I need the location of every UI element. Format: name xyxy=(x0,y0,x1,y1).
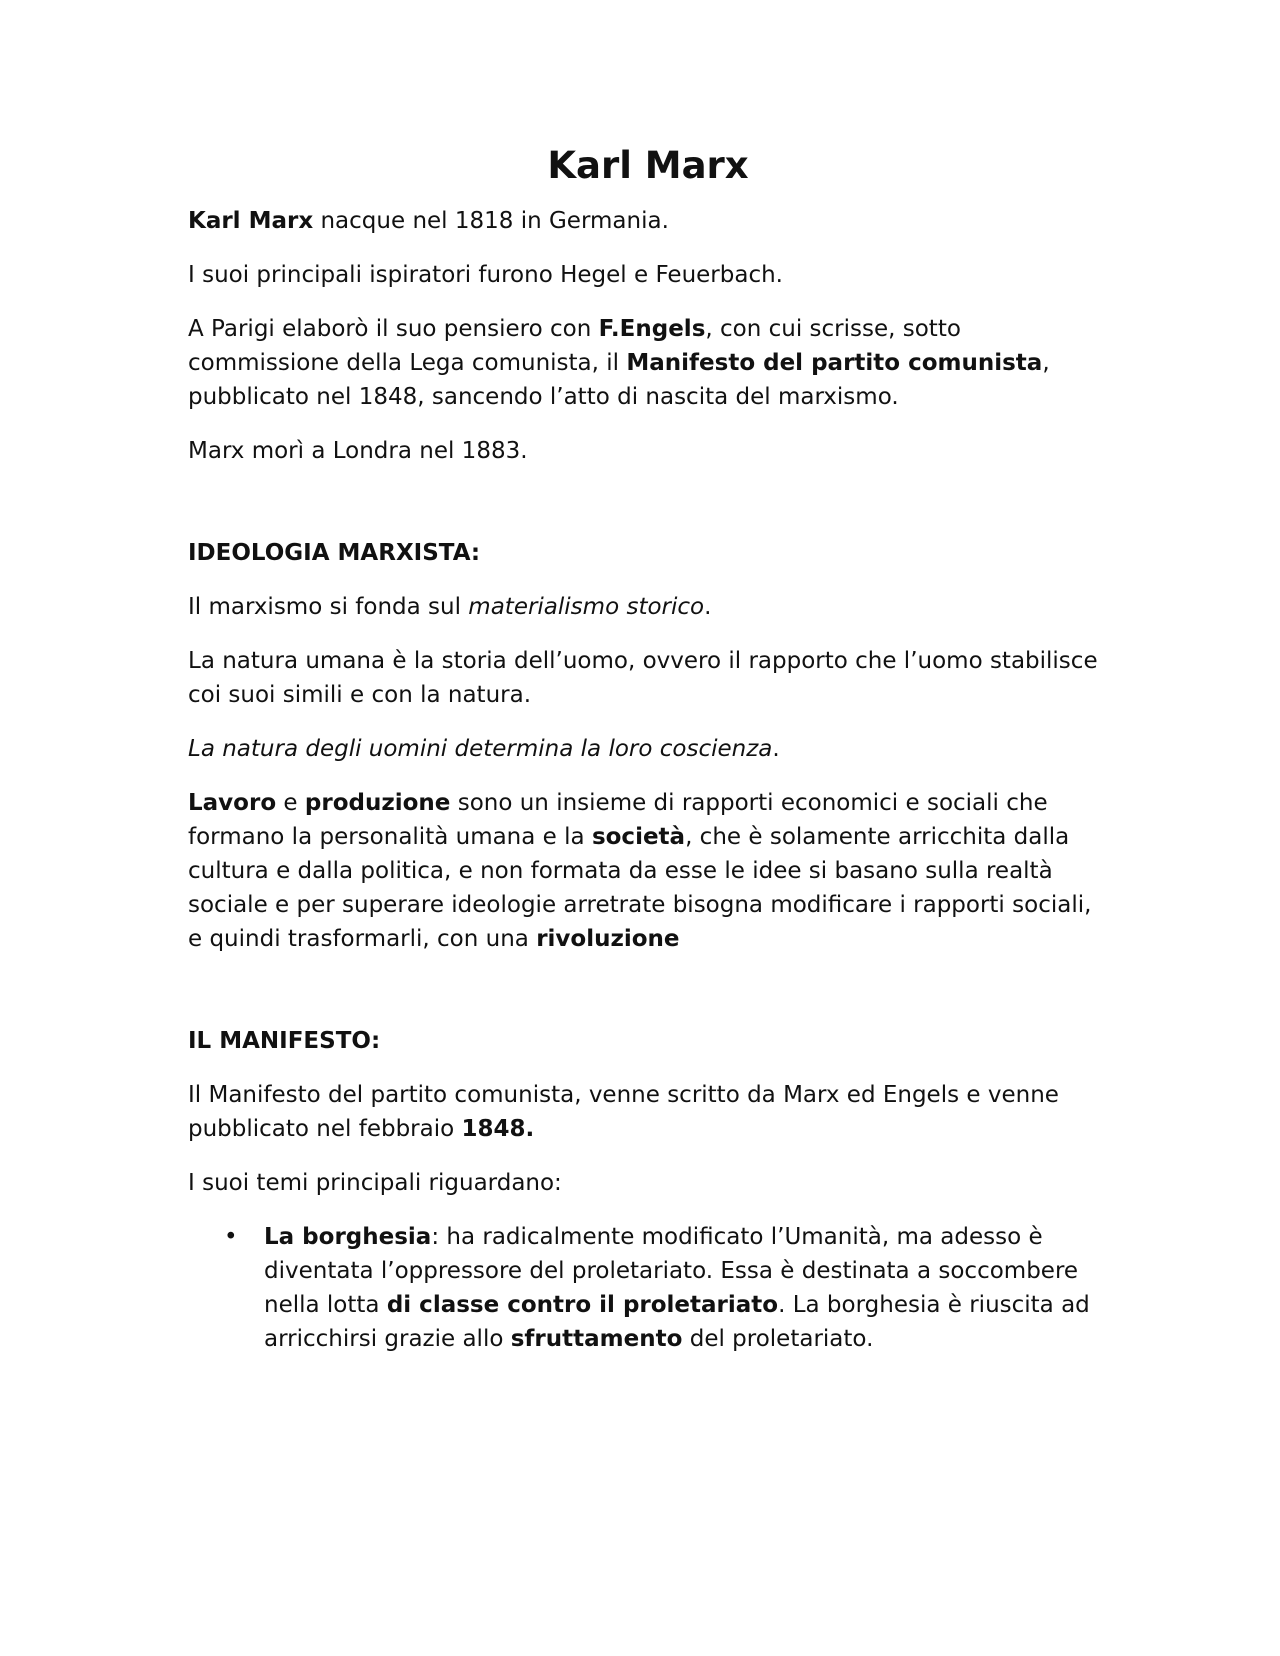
bold-manifesto: Manifesto del partito comunista xyxy=(626,350,1043,376)
birth-text: nacque nel 1818 in Germania. xyxy=(313,208,669,234)
intro-paragraph-birth xyxy=(188,204,1108,238)
manifesto-paragraph-themes: I suoi temi principali riguardano: xyxy=(188,1170,562,1196)
conscience-end: . xyxy=(772,736,780,762)
materialism-text-c: . xyxy=(704,594,712,620)
bold-borghesia: La borghesia xyxy=(264,1224,432,1250)
written-text-a: Il Manifesto del partito comunista, venne scritto da Marx ed Engels e venne pubblicato nel febbraio xyxy=(188,1082,1059,1142)
bold-rivoluzione: rivoluzione xyxy=(536,926,680,952)
ideologia-paragraph-nature: La natura umana è la storia dell’uomo, ovvero il rapporto che l’uomo stabilisce coi suoi simili e con la natura. xyxy=(188,648,1098,708)
paris-text-e: , pubblicato nel 1848, sancendo l’atto di nascita del marxismo. xyxy=(188,350,1050,410)
bold-lotta-classe: di classe contro il proletariato xyxy=(386,1292,779,1318)
work-text-b: e xyxy=(276,790,305,816)
document-title: Karl Marx xyxy=(547,144,749,187)
bold-produzione: produzione xyxy=(304,790,451,816)
work-text-f: , che è solamente arricchita dalla cultura e dalla politica, e non formata da esse le idee si basano sulla realtà sociale e per superare ideologie arretrate bisogna modificare i rapporti sociali, e quindi trasformarli, con una xyxy=(188,824,1092,952)
bold-lavoro: Lavoro xyxy=(188,790,277,816)
bold-societa: società xyxy=(591,824,686,850)
paris-text-c: , con cui scrisse, sotto commissione della Lega comunista, il xyxy=(188,316,961,376)
intro-paragraph-death: Marx morì a Londra nel 1883. xyxy=(188,438,528,464)
materialism-text-a: Il marxismo si fonda sul xyxy=(188,594,469,620)
borghesia-text-f: del proletariato. xyxy=(682,1326,874,1352)
intro-paragraph-paris xyxy=(188,312,1108,414)
ideologia-paragraph-conscience xyxy=(188,732,1108,766)
bold-1848: 1848. xyxy=(461,1116,535,1142)
heading-ideologia: IDEOLOGIA MARXISTA: xyxy=(188,540,481,566)
ideologia-paragraph-work xyxy=(188,786,1108,956)
italic-conscience: La natura degli uomini determina la loro coscienza xyxy=(188,736,773,762)
paris-text-a: A Parigi elaborò il suo pensiero con xyxy=(188,316,599,342)
themes-list xyxy=(188,1220,1108,1356)
bold-engels: F.Engels xyxy=(598,316,706,342)
bold-sfruttamento: sfruttamento xyxy=(510,1326,683,1352)
bullet-icon: • xyxy=(224,1224,238,1250)
manifesto-paragraph-written xyxy=(188,1078,1108,1146)
intro-paragraph-inspirers: I suoi principali ispiratori furono Hegel e Feuerbach. xyxy=(188,262,783,288)
ideologia-paragraph-materialism xyxy=(188,590,1108,624)
heading-manifesto: IL MANIFESTO: xyxy=(188,1028,381,1054)
italic-materialismo: materialismo storico xyxy=(468,594,705,620)
list-item xyxy=(224,1220,1108,1356)
document-page xyxy=(188,140,1108,1356)
borghesia-text-b: : ha radicalmente modificato l’Umanità, ma adesso è diventata l’oppressore del proletariato. Essa è destinata a soccombere nella lotta xyxy=(264,1224,1079,1318)
bold-karl-marx: Karl Marx xyxy=(188,208,314,234)
work-text-d: sono un insieme di rapporti economici e sociali che formano la personalità umana e la xyxy=(188,790,1048,850)
borghesia-text-d: . La borghesia è riuscita ad arricchirsi grazie allo xyxy=(264,1292,1090,1352)
